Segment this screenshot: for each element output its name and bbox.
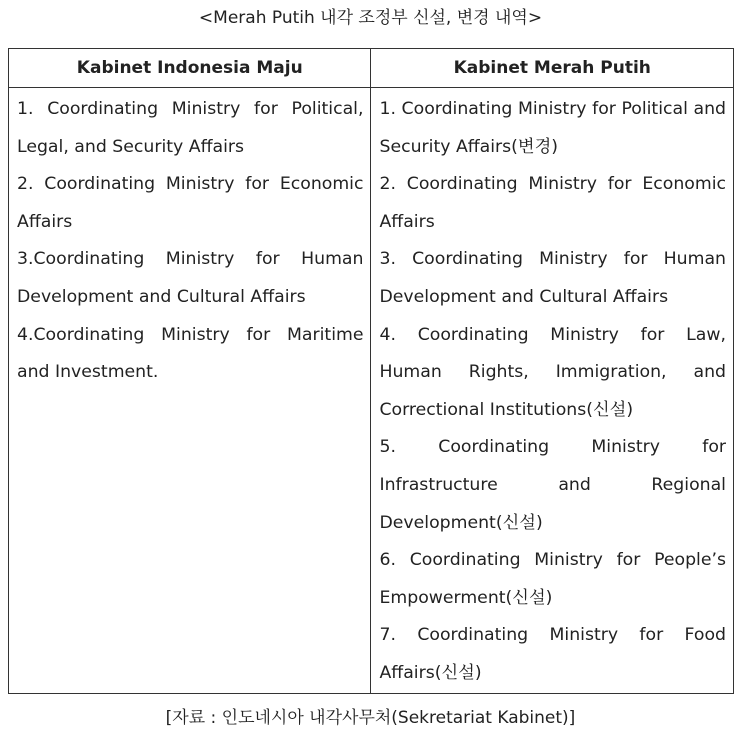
column-header-kabinet-merah-putih: Kabinet Merah Putih: [371, 49, 734, 88]
cell-kabinet-merah-putih: [371, 88, 734, 694]
list-item: 5. Coordinating Ministry for Infrastructure and Regional Development(신설): [379, 437, 726, 533]
list-item: 3.Coordinating Ministry for Human Development and Cultural Affairs: [17, 249, 364, 307]
document-title: <Merah Putih 내각 조정부 신설, 변경 내역>: [198, 8, 543, 28]
list-item: 2. Coordinating Ministry for Economic Affairs: [379, 174, 726, 232]
table-body-row: [9, 88, 734, 694]
list-item: 4.Coordinating Ministry for Maritime and Investment.: [17, 324, 364, 383]
cell-kabinet-indonesia-maju: [9, 88, 371, 694]
list-item: 1. Coordinating Ministry for Political and Security Affairs(변경): [379, 99, 726, 157]
ministry-list-indonesia-maju: [17, 88, 363, 392]
list-item: 7. Coordinating Ministry for Food Affairs(신설): [379, 625, 726, 683]
source-citation: [자료 : 인도네시아 내각사무처(Sekretariat Kabinet)]: [165, 708, 576, 728]
list-item: 4. Coordinating Ministry for Law, Human Rights, Immigration, and Correctional Institutions(신설): [379, 324, 726, 420]
list-item: 6. Coordinating Ministry for People’s Empowerment(신설): [379, 550, 726, 608]
table-header-row: [9, 49, 734, 88]
ministry-list-merah-putih: [379, 88, 726, 693]
list-item: 1. Coordinating Ministry for Political, Legal, and Security Affairs: [17, 99, 364, 157]
column-header-kabinet-indonesia-maju: Kabinet Indonesia Maju: [9, 49, 371, 88]
list-item: 2. Coordinating Ministry for Economic Affairs: [17, 174, 364, 232]
cabinet-comparison-table: [8, 48, 734, 694]
list-item: 3. Coordinating Ministry for Human Development and Cultural Affairs: [379, 249, 726, 307]
